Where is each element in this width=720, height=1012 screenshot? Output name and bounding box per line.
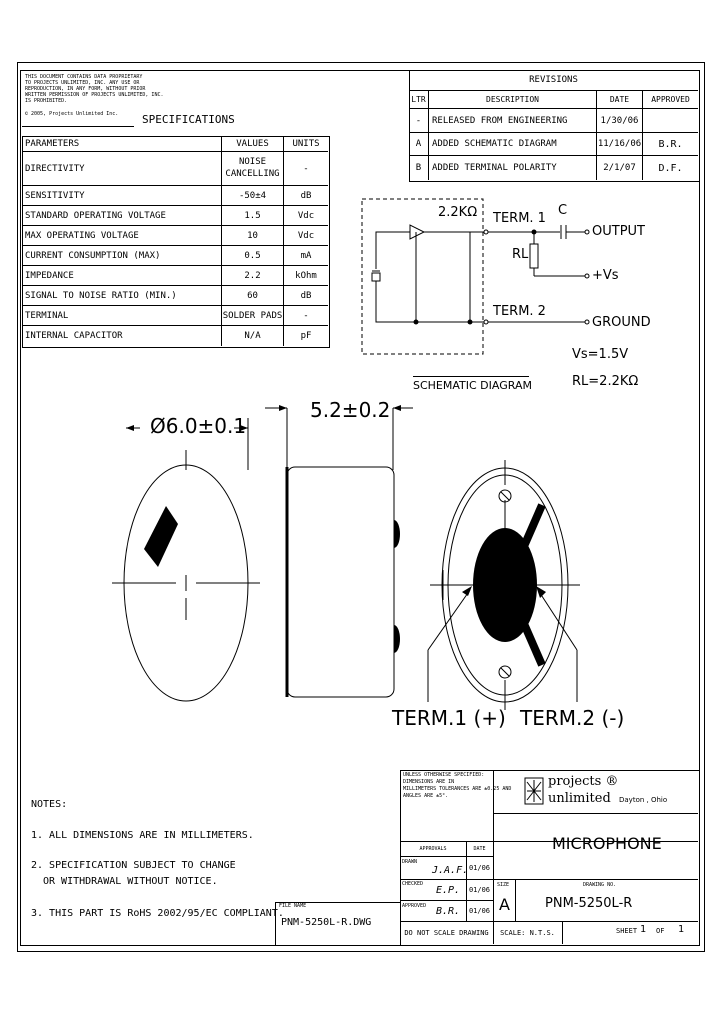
projects-unlimited-logo-icon xyxy=(523,776,545,806)
resistor-label: 2.2KΩ xyxy=(438,205,478,220)
sheet-label: SHEET xyxy=(616,927,638,935)
note-item: OR WITHDRAWAL WITHOUT NOTICE. xyxy=(43,876,218,887)
drawing-no: PNM-5250L-R xyxy=(545,896,633,911)
size-value: A xyxy=(499,895,510,914)
checked-date: 01/06 xyxy=(468,885,491,894)
file-name: PNM-5250L-R.DWG xyxy=(281,917,372,928)
of-label: OF xyxy=(656,927,665,935)
rev-desc: ADDED TERMINAL POLARITY xyxy=(429,156,597,180)
part-title: MICROPHONE xyxy=(552,834,662,853)
rl-value: RL=2.2KΩ xyxy=(572,374,639,389)
spec-row-param: SENSITIVITY xyxy=(22,186,222,206)
schematic-title: SCHEMATIC DIAGRAM xyxy=(413,379,532,392)
rev-desc: ADDED SCHEMATIC DIAGRAM xyxy=(429,133,597,156)
spec-row-unit: mA xyxy=(284,246,328,266)
diameter-dimension: Ø6.0±0.1 xyxy=(150,414,247,438)
term1-label: TERM. 1 xyxy=(493,211,546,226)
rl-label: RL xyxy=(512,247,529,262)
rev-desc: RELEASED FROM ENGINEERING xyxy=(429,109,597,133)
spec-row-param: STANDARD OPERATING VOLTAGE xyxy=(22,206,222,226)
do-not-scale: DO NOT SCALE DRAWING xyxy=(404,928,489,937)
spec-row-unit: Vdc xyxy=(284,206,328,226)
drawn-by: J.A.F. xyxy=(432,865,469,876)
spec-row-param: SIGNAL TO NOISE RATIO (MIN.) xyxy=(22,286,222,306)
term2-polarity-label: TERM.2 (-) xyxy=(520,706,625,730)
rev-date: 1/30/06 xyxy=(597,109,643,133)
rev-header-approved: APPROVED xyxy=(643,91,698,109)
scale: SCALE: N.T.S. xyxy=(493,921,563,944)
approvals-label: APPROVALS xyxy=(400,841,466,857)
rev-header-description: DESCRIPTION xyxy=(429,91,597,109)
company-name: projects ® xyxy=(548,774,619,789)
spec-header-values: VALUES xyxy=(222,136,284,152)
capacitor-label: C xyxy=(558,203,568,218)
approved-by: B.R. xyxy=(436,906,461,917)
file-name-label: FILE NAME xyxy=(279,903,307,909)
spec-row-unit: dB xyxy=(284,286,328,306)
company-location: Dayton , Ohio xyxy=(619,796,668,804)
drawn-label: DRAWN xyxy=(402,859,418,865)
spec-row-value: 60 xyxy=(222,286,284,306)
rev-header-ltr: LTR xyxy=(409,91,429,109)
height-dimension: 5.2±0.2 xyxy=(310,398,391,422)
drawn-date: 01/06 xyxy=(468,864,491,872)
vs-value: Vs=1.5V xyxy=(572,347,629,362)
spec-row-value: N/A xyxy=(222,326,284,346)
revisions-title: REVISIONS xyxy=(409,70,698,91)
checked-by: E.P. xyxy=(436,885,461,896)
spec-row-value: 0.5 xyxy=(222,246,284,266)
sheet-total: 1 xyxy=(678,924,685,935)
rev-date: 11/16/06 xyxy=(597,133,643,156)
specifications-title: SPECIFICATIONS xyxy=(142,113,235,126)
notes-title: NOTES: xyxy=(31,799,68,810)
spec-row-param: DIRECTIVITY xyxy=(22,152,222,186)
spec-row-value: 2.2 xyxy=(222,266,284,286)
sheet-number: 1 xyxy=(640,924,647,935)
spec-row-param: INTERNAL CAPACITOR xyxy=(22,326,222,346)
vs-label: +Vs xyxy=(592,268,619,283)
spec-header-units: UNITS xyxy=(284,136,328,152)
drawing-no-label: DRAWING NO. xyxy=(583,882,617,888)
spec-header-parameters: PARAMETERS xyxy=(22,136,222,152)
note-item: 3. THIS PART IS RoHS 2002/95/EC COMPLIANT. xyxy=(31,908,284,919)
output-label: OUTPUT xyxy=(592,224,645,239)
rev-approved: D.F. xyxy=(658,162,683,174)
spec-row-unit: Vdc xyxy=(284,226,328,246)
spec-row-unit: - xyxy=(284,152,328,186)
spec-row-value: NOISE CANCELLING xyxy=(222,152,284,186)
rev-ltr: A xyxy=(409,133,429,156)
checked-label: CHECKED xyxy=(402,881,424,887)
spec-row-value: -50±4 xyxy=(222,186,284,206)
approved-label: APPROVED xyxy=(402,903,427,909)
approved-date: 01/06 xyxy=(468,906,491,915)
spec-row-value: 10 xyxy=(222,226,284,246)
spec-row-unit: pF xyxy=(300,331,312,341)
company-name-2: unlimited xyxy=(548,791,611,806)
spec-row-param: IMPEDANCE xyxy=(22,266,222,286)
rev-ltr: B xyxy=(409,156,429,180)
spec-row-param: TERMINAL xyxy=(22,306,222,326)
ground-label: GROUND xyxy=(592,315,651,330)
spec-row-unit: kOhm xyxy=(284,266,328,286)
spec-row-param: CURRENT CONSUMPTION (MAX) xyxy=(22,246,222,266)
spec-row-unit: - xyxy=(284,306,328,326)
spec-row-value: SOLDER PADS xyxy=(222,306,284,326)
spec-row-unit: dB xyxy=(284,186,328,206)
rev-approved: B.R. xyxy=(643,133,698,156)
spec-row-param: MAX OPERATING VOLTAGE xyxy=(22,226,222,246)
term2-label: TERM. 2 xyxy=(493,304,546,319)
rev-header-date: DATE xyxy=(597,91,643,109)
rev-ltr: - xyxy=(409,109,429,133)
note-item: 2. SPECIFICATION SUBJECT TO CHANGE xyxy=(31,860,236,871)
term1-polarity-label: TERM.1 (+) xyxy=(392,706,506,730)
date-label: DATE xyxy=(466,841,493,857)
rev-date: 2/1/07 xyxy=(597,156,643,180)
spec-row-value: 1.5 xyxy=(222,206,284,226)
note-item: 1. ALL DIMENSIONS ARE IN MILLIMETERS. xyxy=(31,830,254,841)
size-label: SIZE xyxy=(497,882,510,888)
